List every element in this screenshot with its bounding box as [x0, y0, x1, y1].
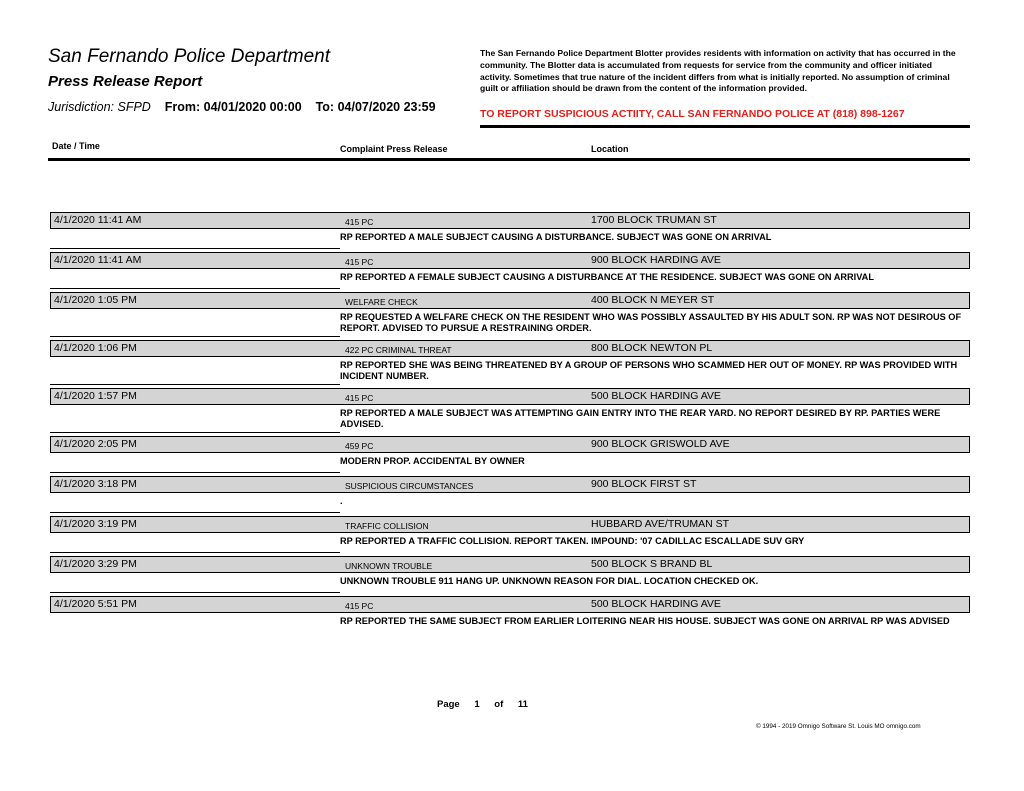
- entry-datetime: 4/1/2020 5:51 PM: [54, 598, 137, 610]
- report-agency-title: San Fernando Police Department: [48, 46, 330, 67]
- entry-description: RP REPORTED A TRAFFIC COLLISION. REPORT TAKEN. IMPOUND: '07 CADILLAC ESCALLADE SUV GRY: [340, 536, 805, 546]
- entry-header-bar: [50, 340, 970, 357]
- to-value: 04/07/2020 23:59: [337, 100, 436, 114]
- entry-location: HUBBARD AVE/TRUMAN ST: [591, 518, 730, 530]
- press-release-entry: [50, 340, 970, 382]
- entry-complaint: 415 PC: [345, 217, 374, 227]
- entry-complaint: UNKNOWN TROUBLE: [345, 561, 433, 571]
- report-subtitle: Press Release Report: [48, 73, 203, 90]
- entry-complaint: 459 PC: [345, 441, 374, 451]
- press-release-entry: [50, 556, 970, 587]
- entry-location: 800 BLOCK NEWTON PL: [591, 342, 713, 354]
- entry-location: 500 BLOCK HARDING AVE: [591, 390, 721, 402]
- press-release-entry: [50, 212, 970, 243]
- entry-description: RP REPORTED A FEMALE SUBJECT CAUSING A DISTURBANCE AT THE RESIDENCE. SUBJECT WAS GONE ON ARRIVAL: [340, 272, 874, 282]
- entry-separator: [50, 512, 340, 513]
- entry-complaint: TRAFFIC COLLISION: [345, 521, 429, 531]
- entry-location: 900 BLOCK HARDING AVE: [591, 254, 721, 266]
- entry-description: RP REPORTED A MALE SUBJECT CAUSING A DISTURBANCE. SUBJECT WAS GONE ON ARRIVAL: [340, 232, 772, 242]
- entry-header-bar: [50, 516, 970, 533]
- entry-location: 900 BLOCK GRISWOLD AVE: [591, 438, 730, 450]
- entry-location: 1700 BLOCK TRUMAN ST: [591, 214, 717, 226]
- entry-header-bar: [50, 596, 970, 613]
- press-release-entry: [50, 252, 970, 283]
- entry-datetime: 4/1/2020 3:29 PM: [54, 558, 137, 570]
- entry-description: RP REPORTED SHE WAS BEING THREATENED BY A GROUP OF PERSONS WHO SCAMMED HER OUT OF MONEY. RP WAS PROVIDED WITH INCIDENT NUMBER.: [340, 360, 958, 381]
- entry-header-bar: [50, 476, 970, 493]
- suspicious-activity-warning: TO REPORT SUSPICIOUS ACTIITY, CALL SAN FERNANDO POLICE AT (818) 898-1267: [480, 108, 905, 120]
- entry-description: MODERN PROP. ACCIDENTAL BY OWNER: [340, 456, 525, 466]
- page-total: 11: [517, 699, 528, 710]
- from-label: From:: [164, 100, 201, 114]
- entry-separator: [50, 248, 340, 249]
- blotter-disclaimer: The San Fernando Police Department Blotter provides residents with information on activity that has occurred in the community. The Blotter data is accumulated from requests for service from the community and officer initiated activity. Sometimes that true nature of the incident differs from what is initially reported. No assumption of criminal guilt or affiliation should be drawn from the content of the information provided.: [480, 48, 956, 94]
- entry-separator: [50, 288, 340, 289]
- entry-datetime: 4/1/2020 2:05 PM: [54, 438, 137, 450]
- entry-description: .: [340, 496, 343, 506]
- page-of-label: of: [494, 699, 504, 710]
- entry-complaint: 415 PC: [345, 393, 374, 403]
- entry-separator: [50, 592, 340, 593]
- entry-complaint: 415 PC: [345, 257, 374, 267]
- entry-header-bar: [50, 292, 970, 309]
- entry-complaint: SUSPICIOUS CIRCUMSTANCES: [345, 481, 474, 491]
- report-parameters: [48, 100, 436, 114]
- press-release-entry: [50, 596, 970, 627]
- column-header-divider: [48, 158, 970, 161]
- entry-location: 500 BLOCK HARDING AVE: [591, 598, 721, 610]
- press-release-entry: [50, 476, 970, 507]
- jurisdiction-value: SFPD: [117, 100, 151, 114]
- page-current: 1: [474, 699, 480, 710]
- entry-complaint: WELFARE CHECK: [345, 297, 418, 307]
- page-label: Page: [437, 699, 460, 710]
- entry-header-bar: [50, 388, 970, 405]
- entry-separator: [50, 384, 340, 385]
- from-value: 04/01/2020 00:00: [203, 100, 302, 114]
- press-release-entry: [50, 292, 970, 334]
- page-indicator: [437, 699, 540, 710]
- press-release-entry: [50, 516, 970, 547]
- entry-separator: [50, 472, 340, 473]
- entry-separator: [50, 432, 340, 433]
- entry-datetime: 4/1/2020 1:57 PM: [54, 390, 137, 402]
- entry-header-bar: [50, 556, 970, 573]
- press-release-entry: [50, 436, 970, 467]
- entry-location: 500 BLOCK S BRAND BL: [591, 558, 713, 570]
- entry-separator: [50, 552, 340, 553]
- entry-description: UNKNOWN TROUBLE 911 HANG UP. UNKNOWN REASON FOR DIAL. LOCATION CHECKED OK.: [340, 576, 759, 586]
- entry-location: 900 BLOCK FIRST ST: [591, 478, 697, 490]
- entry-header-bar: [50, 212, 970, 229]
- entry-datetime: 4/1/2020 11:41 AM: [54, 254, 142, 266]
- entry-separator: [50, 336, 340, 337]
- entry-location: 400 BLOCK N MEYER ST: [591, 294, 715, 306]
- press-release-entry: [50, 388, 970, 430]
- entry-datetime: 4/1/2020 1:05 PM: [54, 294, 137, 306]
- entry-header-bar: [50, 436, 970, 453]
- copyright-notice: © 1994 - 2019 Omnigo Software St. Louis MO omnigo.com: [756, 723, 921, 730]
- to-label: To:: [315, 100, 335, 114]
- entry-description: RP REQUESTED A WELFARE CHECK ON THE RESIDENT WHO WAS POSSIBLY ASSAULTED BY HIS ADULT SON. RP WAS NOT DESIROUS OF REPORT. ADVISED TO PURSUE A RESTRAINING ORDER.: [340, 312, 962, 333]
- column-header-location: Location: [591, 144, 629, 154]
- jurisdiction-label: Jurisdiction:: [48, 100, 114, 114]
- entry-header-bar: [50, 252, 970, 269]
- entry-description: RP REPORTED THE SAME SUBJECT FROM EARLIER LOITERING NEAR HIS HOUSE. SUBJECT WAS GONE ON ARRIVAL RP WAS ADVISED: [340, 616, 950, 626]
- entry-complaint: 422 PC CRIMINAL THREAT: [345, 345, 452, 355]
- header-divider: [480, 125, 970, 128]
- entry-datetime: 4/1/2020 3:19 PM: [54, 518, 137, 530]
- column-header-complaint: Complaint Press Release: [340, 144, 448, 154]
- entry-description: RP REPORTED A MALE SUBJECT WAS ATTEMPTING GAIN ENTRY INTO THE REAR YARD. NO REPORT DESIRED BY RP. PARTIES WERE ADVISED.: [340, 408, 941, 429]
- entry-datetime: 4/1/2020 11:41 AM: [54, 214, 142, 226]
- entry-datetime: 4/1/2020 3:18 PM: [54, 478, 137, 490]
- column-header-datetime: Date / Time: [52, 141, 100, 151]
- entry-complaint: 415 PC: [345, 601, 374, 611]
- entry-datetime: 4/1/2020 1:06 PM: [54, 342, 137, 354]
